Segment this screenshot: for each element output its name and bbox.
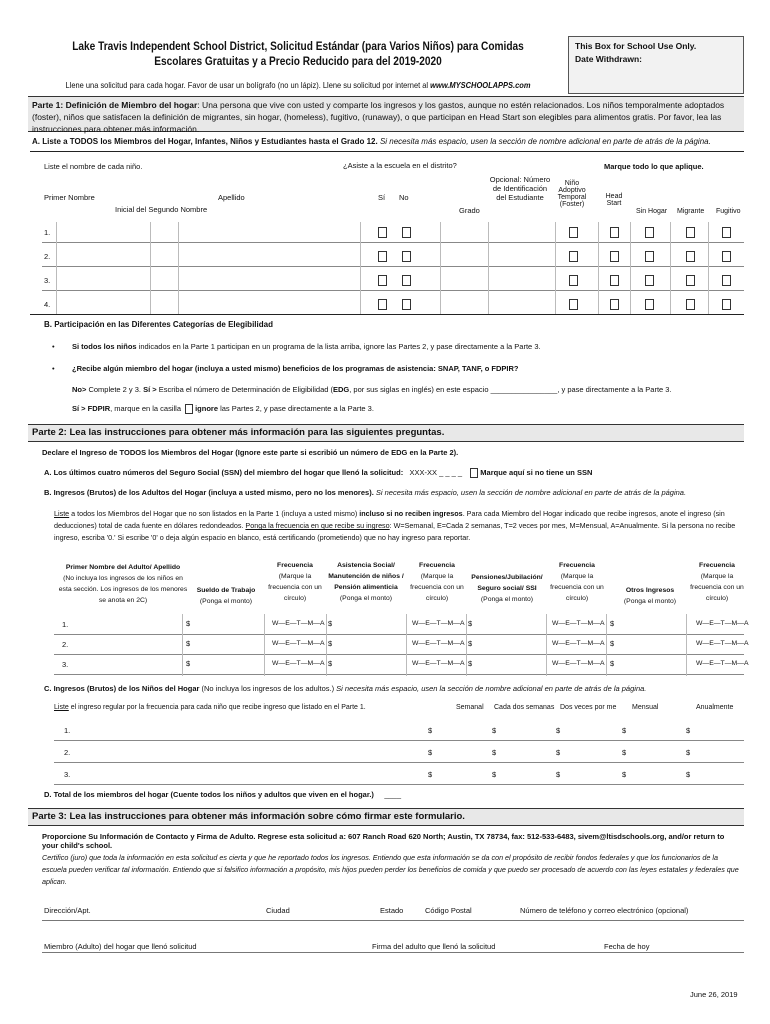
section-a-heading [32, 137, 744, 146]
instr-liste: Liste [54, 509, 70, 518]
col-first-name: Primer Nombre [44, 193, 95, 202]
col-freq-header-2 [408, 560, 466, 604]
mark-all-label: Marque todo lo que aplique. [604, 162, 704, 171]
b-item-4 [72, 404, 742, 414]
adult-row-number: 2. [62, 640, 69, 649]
child-income-amount-input[interactable]: $ [428, 770, 433, 779]
col-freq-header-1 [266, 560, 324, 604]
income-amount-input[interactable]: $ [468, 639, 473, 648]
b4-text2: las Partes 2, y pase directamente a la Parte 3. [218, 404, 374, 413]
bullet-2: • [52, 364, 55, 373]
zip-label: Código Postal [425, 906, 472, 915]
school-use-box [568, 36, 744, 94]
child-checkbox[interactable] [686, 251, 695, 262]
child-checkbox[interactable] [645, 251, 654, 262]
child-checkbox[interactable] [378, 275, 387, 286]
school-use-label: This Box for School Use Only. [575, 41, 697, 51]
child-checkbox[interactable] [569, 227, 578, 238]
child-income-col: Semanal [456, 704, 484, 711]
child-income-instructions [54, 704, 366, 711]
instr-2: . Para cada Miembro del Hogar indicado que recibe ingresos, anote el ingreso (sin deducciones) total de cada fuente en dólares redondeados. [54, 509, 725, 530]
b3-no: No> [72, 385, 87, 394]
frequency-selector[interactable]: W—E—T—M—A [412, 620, 465, 627]
child-checkbox[interactable] [686, 299, 695, 310]
adult-name-input[interactable] [74, 636, 182, 654]
income-amount-input[interactable]: $ [186, 639, 191, 648]
col-pension-header [468, 572, 546, 605]
child-income-amount-input[interactable]: $ [622, 726, 627, 735]
child-checkbox[interactable] [378, 251, 387, 262]
col-social-header [326, 560, 406, 604]
date-withdrawn-label: Date Withdrawn: [575, 54, 642, 64]
child-checkbox[interactable] [569, 275, 578, 286]
column-divider [182, 614, 183, 676]
b3-text1: Complete 2 y 3. [86, 385, 144, 394]
col-freq-header-4 [690, 560, 744, 604]
column-divider [546, 614, 547, 676]
income-amount-input[interactable]: $ [328, 619, 333, 628]
school-question: ¿Asiste a la escuela en el distrito? [343, 161, 457, 170]
child-income-amount-input[interactable]: $ [492, 726, 497, 735]
child-row-line [42, 290, 744, 291]
child-income-row-line [54, 784, 744, 785]
b3-text2: Escriba el número de Determinación de Eligibilidad ( [156, 385, 333, 394]
b-item-2: ¿Recibe algún miembro del hogar (incluya a usted mismo) beneficios de los programas de asistencia: SNAP, TANF, o FDPIR? [72, 364, 519, 373]
column-divider [670, 222, 671, 314]
c-instr: el ingreso regular por la frecuencia para cada niño que recibe ingreso que listado en el Parte 1. [68, 704, 366, 711]
child-checkbox[interactable] [686, 275, 695, 286]
ssn-question: A. Los últimos cuatro números del Seguro Social (SSN) del miembro del hogar que llenó la solicitud: [44, 468, 404, 477]
child-checkbox[interactable] [722, 251, 731, 262]
col-last-name: Apellido [218, 193, 245, 202]
instr-1: a todos los Miembros del Hogar que no son listados en la Parte 1 (incluya a usted mismo) [69, 509, 360, 518]
child-income-amount-input[interactable]: $ [622, 748, 627, 757]
section-2d [44, 790, 401, 799]
part3-label: Parte 3: [32, 811, 67, 822]
child-row-number: 1. [44, 228, 51, 237]
income-amount-input[interactable]: $ [468, 619, 473, 628]
city-label: Ciudad [266, 906, 290, 915]
col-social-note: (Ponga el monto) [339, 595, 393, 602]
b3-text3[interactable]: , por sus siglas en inglés) en este espacio ________________, y pase directamente a la Parte 3. [349, 385, 672, 394]
child-name-input[interactable] [56, 222, 356, 242]
part1-label: Parte 1: [32, 100, 64, 110]
column-divider [606, 614, 607, 676]
column-divider [708, 222, 709, 314]
col-pension-note: (Ponga el monto) [480, 596, 534, 603]
col-freq-2: Frecuencia [419, 562, 455, 569]
part3-title: Lea las instrucciones para obtener más información sobre cómo firmar este formulario. [69, 811, 465, 822]
child-income-amount-input[interactable]: $ [556, 748, 561, 757]
adult-name-input[interactable] [74, 656, 182, 674]
col-head-start: Head Start [605, 193, 623, 207]
state-label: Estado [380, 906, 404, 915]
b4-ignore: ignore [195, 404, 219, 413]
section-2b-note: Si necesita más espacio, usen la sección de nombre adicional en parte de atrás de la página. [373, 488, 687, 497]
section-a-note: Si necesita más espacio, usen la sección de nombre adicional en parte de atrás de la página. [377, 137, 711, 146]
child-income-amount-input[interactable]: $ [492, 748, 497, 757]
child-checkbox[interactable] [610, 251, 619, 262]
child-checkbox[interactable] [645, 227, 654, 238]
section-2b-heading [44, 488, 744, 497]
col-adult-name: Primer Nombre del Adulto/ Apellido [65, 564, 181, 571]
col-freq-note-4: (Marque la frecuencia con un círculo) [690, 573, 744, 602]
adult-row-line [54, 634, 744, 635]
child-row-number: 3. [44, 276, 51, 285]
column-divider [555, 222, 556, 314]
column-divider [150, 222, 151, 314]
child-row-line [42, 266, 744, 267]
income-amount-input[interactable]: $ [328, 659, 333, 668]
adult-income-instructions [54, 508, 744, 544]
child-checkbox[interactable] [378, 299, 387, 310]
no-ssn-checkbox[interactable] [470, 468, 478, 478]
b4-si: Sí > FDPIR [72, 404, 111, 413]
child-income-amount-input[interactable]: $ [428, 748, 433, 757]
section-2c-text: (No incluya los ingresos de los adultos.) [199, 684, 337, 693]
column-divider [264, 614, 265, 676]
date-label: Fecha de hoy [604, 942, 650, 951]
list-children-label: Liste el nombre de cada niño. [44, 162, 143, 171]
child-row-number: 2. [44, 252, 51, 261]
section-2c-heading [44, 684, 744, 693]
child-name-input[interactable] [56, 246, 356, 266]
child-checkbox[interactable] [569, 299, 578, 310]
section-2c-bold: C. Ingresos (Brutos) de los Niños del Hogar [44, 684, 200, 693]
section-2d-label: D. Total de los miembros del hogar (Cuente todos los niños y adultos que viven en el hogar.) [44, 790, 374, 799]
instr-3: : W=Semanal, E=Cada 2 semanas, T=2 veces por mes, M=Mensual, A=Anualmente. Si la persona no recibe ingreso, escriba '0.' Si escribe '0' o deja algún espacio en blanco, está certificando (prometiendo) que no hay ingreso para reportar. [54, 521, 736, 542]
address-label: Dirección/Apt. [44, 906, 91, 915]
col-homeless: Sin Hogar [636, 208, 668, 215]
child-checkbox[interactable] [402, 227, 411, 238]
b3-si: Sí > [143, 385, 157, 394]
col-middle-initial: Inicial del Segundo Nombre [115, 205, 208, 214]
child-row-line [42, 242, 744, 243]
col-other-header [618, 585, 682, 607]
child-name-input[interactable] [56, 270, 356, 290]
income-amount-input[interactable]: $ [610, 619, 615, 628]
col-salary: Sueldo de Trabajo [196, 587, 256, 594]
child-checkbox[interactable] [645, 299, 654, 310]
ssn-line [44, 468, 592, 478]
phone-email-label: Número de teléfono y correo electrónico (opcional) [520, 906, 689, 915]
child-income-col: Anualmente [696, 704, 734, 711]
col-salary-header [196, 585, 256, 607]
ssn-input[interactable]: XXX-XX _ _ _ _ [409, 468, 463, 477]
column-divider [686, 614, 687, 676]
col-other-note: (Ponga el monto) [623, 598, 677, 605]
child-income-amount-input[interactable]: $ [686, 770, 691, 779]
certification-text: Certifico (juro) que toda la información en esta solicitud es cierta y que he reportado todos los ingresos. Entiendo que esta información se da con el propósito de recibir fondos federales y que los funcionarios de la escuela pueden verificar tal información. Entiendo que si falsifico información a propósito, mis hijos pueden perder los beneficios de comida y que puedo ser procesado de acuerdo con las leyes estatales y federales que aplican. [42, 853, 739, 886]
adult-name-input[interactable] [74, 616, 182, 634]
col-migrant: Migrante [677, 208, 705, 215]
child-income-amount-input[interactable]: $ [556, 726, 561, 735]
part1-bar [28, 96, 744, 132]
b-item-3 [72, 385, 742, 394]
child-income-col: Mensual [632, 704, 659, 711]
child-name-input[interactable] [56, 294, 356, 314]
fdpir-checkbox[interactable] [185, 404, 193, 414]
income-amount-input[interactable]: $ [610, 659, 615, 668]
part3-bar [28, 808, 744, 826]
form-title: Lake Travis Independent School District, Solicitud Estándar (para Varios Niños) para Comidas Escolares Gratuitas y a Precio Reducido para del 2019-2020 [72, 41, 524, 68]
frequency-selector[interactable]: W—E—T—M—A [272, 660, 325, 667]
child-income-row-line [54, 762, 744, 763]
column-divider [598, 222, 599, 314]
frequency-selector[interactable]: W—E—T—M—A [272, 620, 325, 627]
frequency-selector[interactable]: W—E—T—M—A [552, 660, 605, 667]
declare-income: Declare el Ingreso de TODOS los Miembros del Hogar (Ignore este parte si escribió un número de EDG en la Parte 2). [42, 448, 459, 457]
address-field[interactable] [44, 894, 264, 916]
child-income-row-line [54, 740, 744, 741]
frequency-selector[interactable]: W—E—T—M—A [696, 640, 749, 647]
column-divider [630, 222, 631, 314]
child-income-row-number: 3. [64, 770, 71, 779]
bullet-1: • [52, 342, 55, 351]
section-a-bold: A. Liste a TODOS los Miembros del Hogar, Infantes, Niños y Estudiantes hasta el Grado 12. [32, 137, 378, 146]
child-checkbox[interactable] [686, 227, 695, 238]
no-ssn-label: Marque aquí si no tiene un SSN [480, 468, 593, 477]
part2-bar [28, 424, 744, 442]
column-divider [56, 222, 57, 314]
subtitle-text: Llene una solicitud para cada hogar. Favor de usar un bolígrafo (no un lápiz). Llene su solicitud por internet al [65, 80, 431, 90]
col-student-id: Opcional: Número de Identificación del Estudiante [489, 175, 551, 202]
column-divider [488, 222, 489, 314]
child-checkbox[interactable] [610, 227, 619, 238]
child-checkbox[interactable] [402, 251, 411, 262]
frequency-selector[interactable]: W—E—T—M—A [272, 640, 325, 647]
instr-bold: incluso si no reciben ingresos [359, 509, 463, 518]
child-checkbox[interactable] [645, 275, 654, 286]
column-divider [326, 614, 327, 676]
child-checkbox[interactable] [610, 299, 619, 310]
frequency-selector[interactable]: W—E—T—M—A [412, 660, 465, 667]
col-runaway: Fugitivo [716, 208, 741, 215]
part2-title: Lea las instrucciones para obtener más información para las siguientes preguntas. [69, 427, 445, 438]
b1-text: indicados en la Parte 1 participan en un programa de la lista arriba, ignore las Partes 2, y pase directamente a la Parte 3. [136, 342, 541, 351]
part1-definition: : Una persona que vive con usted y comparte los ingresos y los gastos, aunque no estén relacionados. Los niños temporalmente adoptados (foster), niños que satisfacen la definición de migrantes, sin hogar, (homeless), fugitivo, (runaway), o que participan en Head Start son elegibles para alimentos gratis. Por favor, lea las instrucciones para obtener más información. [32, 100, 725, 134]
col-grade: Grado [459, 206, 480, 215]
column-divider [360, 222, 361, 314]
b4-text1: , marque en la casilla [110, 404, 184, 413]
signature-label: Firma del adulto que llenó la solicitud [372, 942, 496, 951]
col-freq-1: Frecuencia [277, 562, 313, 569]
income-amount-input[interactable]: $ [610, 639, 615, 648]
member-name-label: Miembro (Adulto) del hogar que llenó solicitud [44, 942, 197, 951]
child-checkbox[interactable] [722, 275, 731, 286]
adult-row-number: 3. [62, 660, 69, 669]
part2-label: Parte 2: [32, 427, 67, 438]
child-income-amount-input[interactable]: $ [428, 726, 433, 735]
contact-info-heading: Proporcione Su Información de Contacto y Firma de Adulto. Regrese esta solicitud a: 607 Ranch Road 620 North; Austin, TX 78734, fax: 512-533-6483, sivem@ltisdschools.org, and/or return to your child's school. [42, 832, 725, 850]
child-checkbox[interactable] [722, 227, 731, 238]
section-2b-bold: B. Ingresos (Brutos) de los Adultos del Hogar (incluya a usted mismo, pero no los menores). [44, 488, 374, 497]
child-income-amount-input[interactable]: $ [686, 748, 691, 757]
income-amount-input[interactable]: $ [186, 659, 191, 668]
child-income-amount-input[interactable]: $ [556, 770, 561, 779]
col-other: Otros Ingresos [625, 587, 675, 594]
revision-date: June 26, 2019 [690, 990, 738, 999]
child-income-col: Cada dos semanas [494, 704, 555, 711]
column-divider [466, 614, 467, 676]
b-item-1 [72, 342, 732, 351]
col-salary-note: (Ponga el monto) [199, 598, 253, 605]
child-income-row-number: 2. [64, 748, 71, 757]
child-checkbox[interactable] [722, 299, 731, 310]
instr-frequency: Ponga la frecuencia en que recibe su ingreso [245, 521, 390, 530]
frequency-selector[interactable]: W—E—T—M—A [696, 620, 749, 627]
col-no: No [399, 193, 409, 202]
child-checkbox[interactable] [569, 251, 578, 262]
frequency-selector[interactable]: W—E—T—M—A [552, 620, 605, 627]
subtitle-url[interactable]: www.MYSCHOOLAPPS.com [430, 80, 531, 90]
child-income-amount-input[interactable]: $ [492, 770, 497, 779]
income-amount-input[interactable]: $ [468, 659, 473, 668]
col-freq-header-3 [548, 560, 606, 604]
column-divider [440, 222, 441, 314]
child-checkbox[interactable] [402, 299, 411, 310]
col-yes: Sí [378, 193, 386, 202]
b3-edg: EDG [333, 385, 350, 394]
child-row-number: 4. [44, 300, 51, 309]
section-b-heading: B. Participación en las Diferentes Categorías de Elegibilidad [44, 320, 273, 329]
frequency-selector[interactable]: W—E—T—M—A [412, 640, 465, 647]
part1-title: Definición de Miembro del hogar [65, 100, 198, 110]
col-freq-note-2: (Marque la frecuencia con un círculo) [410, 573, 464, 602]
col-freq-note-1: (Marque la frecuencia con un círculo) [268, 573, 322, 602]
col-adult-note: (No incluya los ingresos de los niños en esta sección. Los ingresos de los menores se anota en 2C) [58, 575, 188, 604]
frequency-selector[interactable]: W—E—T—M—A [696, 660, 749, 667]
form-subtitle [60, 80, 535, 90]
column-divider [406, 614, 407, 676]
col-freq-note-3: (Marque la frecuencia con un círculo) [550, 573, 604, 602]
column-divider [178, 222, 179, 314]
frequency-selector[interactable]: W—E—T—M—A [552, 640, 605, 647]
col-freq-3: Frecuencia [559, 562, 595, 569]
col-foster: Niño Adoptivo Temporal (Foster) [557, 180, 587, 208]
child-checkbox[interactable] [610, 275, 619, 286]
col-pension: Pensiones/Jubilación/ Seguro social/ SSI [471, 574, 543, 592]
child-income-col: Dos veces por me [560, 704, 617, 711]
child-checkbox[interactable] [402, 275, 411, 286]
child-income-amount-input[interactable]: $ [686, 726, 691, 735]
b1-bold: Si todos los niños [72, 342, 137, 351]
child-checkbox[interactable] [378, 227, 387, 238]
child-income-amount-input[interactable]: $ [622, 770, 627, 779]
col-freq-4: Frecuencia [699, 562, 735, 569]
adult-row-line [54, 674, 744, 675]
income-amount-input[interactable]: $ [186, 619, 191, 628]
adult-row-number: 1. [62, 620, 69, 629]
col-adult-header [58, 562, 188, 606]
section-2c-note: Si necesita más espacio, usen la sección de nombre adicional en parte de atrás de la página. [336, 684, 647, 693]
adult-row-line [54, 654, 744, 655]
household-total-input[interactable]: ____ [384, 790, 402, 799]
child-income-row-number: 1. [64, 726, 71, 735]
col-social: Asistencia Social/ Manutención de niños / Pensión alimenticia [328, 562, 404, 591]
income-amount-input[interactable]: $ [328, 639, 333, 648]
c-instr-liste: Liste [54, 704, 69, 711]
